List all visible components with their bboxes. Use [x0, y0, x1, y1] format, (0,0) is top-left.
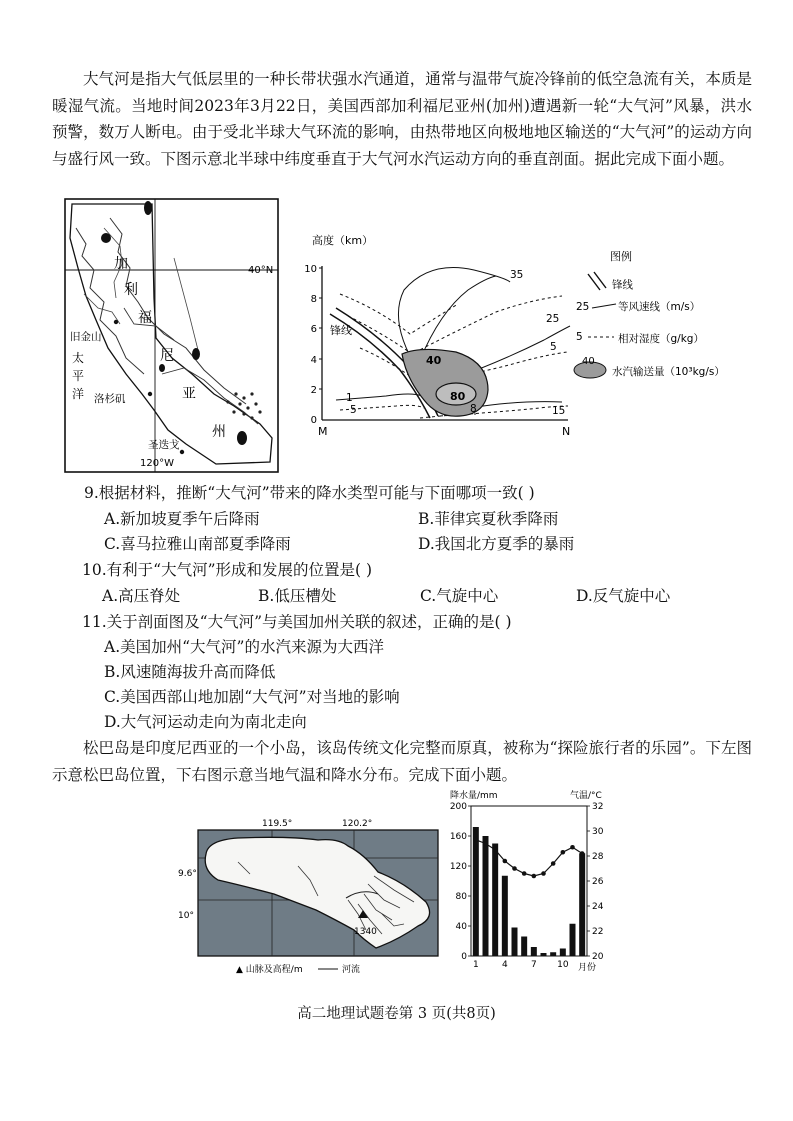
- precipitation-bar: [502, 876, 508, 956]
- precipitation-bar: [492, 844, 498, 957]
- city-label-sf: 旧金山: [70, 331, 102, 343]
- legend-isotach-label: 等风速线（m/s）: [618, 301, 701, 313]
- city-dot-sf: [114, 320, 118, 324]
- lat-label: 9.6°: [178, 869, 197, 879]
- precipitation-bar: [531, 947, 537, 956]
- question-9-option-d: D.我国北方夏季的暴雨: [418, 535, 575, 553]
- chart-right-tick-label: 24: [592, 902, 604, 912]
- question-10-option-a: A.高压脊处: [102, 587, 181, 605]
- isotach-line: [420, 276, 496, 360]
- state-char: 尼: [160, 348, 174, 364]
- chart-right-tick-label: 32: [592, 802, 604, 812]
- section-label-m: M: [318, 425, 328, 438]
- city-dot-sd: [180, 450, 184, 454]
- legend-humidity-label: 相对湿度（g/kg）: [618, 333, 704, 345]
- section-label-n: N: [562, 425, 571, 438]
- legend-vapor-sample: 40: [582, 356, 595, 367]
- question-10-option-d: D.反气旋中心: [576, 587, 671, 605]
- legend-river: 河流: [342, 965, 361, 975]
- question-10-option-b: B.低压槽处: [258, 587, 337, 605]
- passage-atmospheric-river: 大气河是指大气低层里的一种长带状强水汽通道，通常与温带气旋冷锋前的低空急流有关，本质是暖湿气流。当地时间2023年3月22日，美国西部加利福尼亚州(加州)遭遇新一轮“大气河”风暴，洪水预警，数万人断电。由于受北半球大气环流的影响，由热带地区向极地地区输送的“大气河”的运动方向与盛行风一致。下图示意北半球中纬度垂直于大气河水汽运动方向的垂直剖面。据此完成下面小题。: [52, 70, 752, 168]
- atmospheric-river-section: [300, 230, 750, 442]
- chart-right-tick-label: 20: [592, 952, 604, 962]
- ocean-char: 太: [72, 351, 85, 365]
- question-11-option-c: C.美国西部山地加剧“大气河”对当地的影响: [104, 688, 400, 706]
- ocean-char: 平: [72, 369, 85, 383]
- section-y-tick: 2: [310, 385, 317, 396]
- lon-label: 119.5°: [262, 819, 293, 829]
- climate-chart: [446, 788, 616, 976]
- chart-left-tick-label: 0: [461, 952, 467, 962]
- state-char: 州: [212, 424, 226, 440]
- lake-marker: [159, 364, 165, 372]
- isotach-label: 35: [510, 269, 524, 281]
- precipitation-bar: [579, 853, 585, 956]
- california-map: [64, 198, 280, 474]
- lake-marker: [144, 201, 152, 215]
- chart-left-tick-label: 200: [449, 802, 467, 812]
- chart-right-tick-label: 26: [592, 877, 604, 887]
- sumba-island-map: [178, 814, 448, 980]
- isotach-label: 15: [552, 405, 566, 417]
- peak-label: 1340: [354, 927, 377, 937]
- lat-label: 40°N: [248, 265, 274, 276]
- legend-humidity-sample: 5: [576, 331, 583, 343]
- chart-right-tick-label: 30: [592, 827, 604, 837]
- humidity-label: 5: [550, 341, 557, 353]
- chart-left-tick-label: 80: [455, 892, 467, 902]
- lake-marker: [192, 348, 200, 360]
- temperature-point: [551, 861, 556, 866]
- lon-label: 120.2°: [342, 819, 373, 829]
- question-11-stem: 11.关于剖面图及“大气河”与美国加州关联的叙述，正确的是( ): [82, 613, 512, 631]
- vapor-label: 80: [450, 390, 466, 403]
- vapor-label: 40: [426, 354, 442, 367]
- question-11-option-a: A.美国加州“大气河”的水汽来源为大西洋: [104, 638, 384, 656]
- temperature-point: [532, 874, 537, 879]
- question-10-option-c: C.气旋中心: [420, 587, 499, 605]
- question-9-option-b: B.菲律宾夏秋季降雨: [418, 510, 559, 528]
- temperature-point: [493, 847, 498, 852]
- precipitation-bar: [550, 952, 556, 956]
- temperature-point: [512, 866, 517, 871]
- section-y-tick: 0: [310, 415, 317, 426]
- question-9-option-c: C.喜马拉雅山南部夏季降雨: [104, 535, 291, 553]
- state-char: 利: [124, 282, 138, 298]
- chart-right-tick-label: 22: [592, 927, 604, 937]
- precipitation-bar: [473, 827, 479, 956]
- legend-front-label: 锋线: [612, 279, 633, 291]
- temperature-point: [561, 850, 566, 855]
- chart-right-tick-label: 28: [592, 852, 604, 862]
- precipitation-bar: [521, 937, 527, 957]
- chart-left-tick-label: 120: [449, 862, 467, 872]
- temperature-point: [522, 871, 527, 876]
- precipitation-bar: [560, 949, 566, 957]
- section-y-tick: 10: [304, 264, 317, 275]
- isotach-label: 25: [546, 313, 560, 325]
- legend-mountain: ▲ 山脉及高程/m: [236, 965, 303, 975]
- humidity-label: 1: [346, 392, 353, 404]
- state-char: 加: [114, 256, 128, 272]
- ocean-char: 洋: [72, 387, 85, 401]
- city-label-la: 洛杉矶: [94, 393, 126, 405]
- lon-label: 120°W: [140, 458, 174, 469]
- section-y-tick: 4: [310, 355, 317, 366]
- section-y-tick: 6: [310, 324, 317, 335]
- legend-isotach-sample: 25: [576, 301, 590, 313]
- precipitation-bar: [512, 928, 518, 957]
- humidity-label: 8: [470, 403, 477, 415]
- temperature-point: [483, 841, 488, 846]
- humidity-line: [348, 296, 562, 354]
- passage-sumba-island: 松巴岛是印度尼西亚的一个小岛，该岛传统文化完整而原真，被称为“探险旅行者的乐园”。下左图示意松巴岛位置，下右图示意当地气温和降水分布。完成下面小题。: [52, 739, 752, 784]
- precipitation-bar: [541, 953, 547, 956]
- section-y-tick: 8: [310, 294, 317, 305]
- front-label: 锋线: [330, 324, 352, 337]
- section-y-title: 高度（km）: [312, 234, 374, 247]
- temperature-point: [474, 837, 479, 842]
- state-char: 福: [138, 310, 152, 326]
- humidity-line: [340, 294, 458, 334]
- temperature-point: [570, 845, 575, 850]
- chart-left-axis-title: 降水量/mm: [450, 791, 498, 801]
- question-10-stem: 10.有利于“大气河”形成和发展的位置是( ): [82, 561, 373, 579]
- city-label-sd: 圣迭戈: [148, 439, 180, 451]
- legend-title: 图例: [610, 250, 632, 263]
- chart-left-tick-label: 40: [455, 922, 467, 932]
- chart-x-tick-label: 10: [557, 960, 569, 970]
- lat-label: 10°: [178, 911, 194, 921]
- city-dot-la: [148, 392, 152, 396]
- temperature-point: [503, 859, 508, 864]
- state-char: 亚: [182, 386, 196, 402]
- chart-left-tick-label: 160: [449, 832, 467, 842]
- lake-marker: [237, 431, 247, 445]
- question-11-option-b: B.风速随海拔升高而降低: [104, 663, 276, 681]
- chart-x-tick-label: 4: [501, 960, 508, 970]
- question-9-option-a: A.新加坡夏季午后降雨: [104, 510, 260, 528]
- temperature-point: [541, 871, 546, 876]
- section-legend: [574, 249, 725, 378]
- page-footer: 高二地理试题卷第 3 页(共8页): [297, 1006, 496, 1022]
- chart-x-tick-label: 7: [530, 960, 537, 970]
- precipitation-bar: [570, 924, 576, 956]
- question-9-stem: 9.根据材料，推断“大气河”带来的降水类型可能与下面哪项一致( ): [84, 484, 535, 502]
- isotach-label: 5: [350, 404, 357, 416]
- precipitation-bar: [483, 836, 489, 956]
- question-11-option-d: D.大气河运动走向为南北走向: [104, 713, 307, 731]
- temperature-point: [580, 851, 585, 856]
- chart-x-axis-title: 月份: [578, 963, 597, 973]
- legend-vapor-label: 水汽输送量（10³kg/s）: [612, 366, 725, 378]
- chart-x-tick-label: 1: [472, 960, 479, 970]
- chart-right-axis-title: 气温/°C: [570, 791, 602, 801]
- lake-marker: [101, 233, 111, 243]
